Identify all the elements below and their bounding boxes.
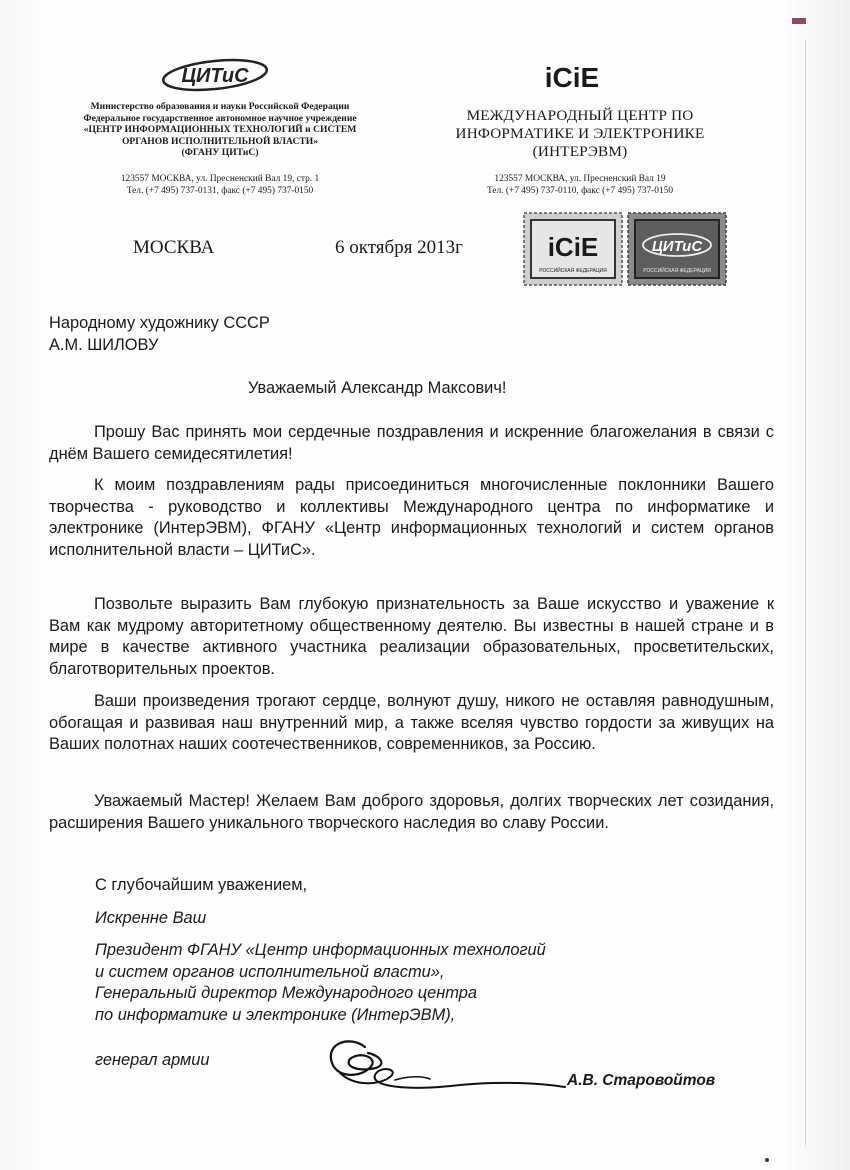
letter-date: 6 октября 2013г [335,237,463,258]
citis-stamp-text: ЦИТиС [651,238,703,255]
left-org-line: Федеральное государственное автономное научное учреждение [83,112,357,124]
addressee-line: А.М. ШИЛОВУ [49,335,159,354]
signer-title-line: Президент ФГАНУ «Центр информационных технологий [95,941,546,959]
paragraph: Прошу Вас принять мои сердечные поздравления и искренние благожелания в связи с днём Вашего семидесятилетия! [49,423,774,463]
paragraph: Уважаемый Мастер! Желаем Вам доброго здоровья, долгих творческих лет созидания, расширения Вашего уникального творческого наследия во славу России. [49,792,774,832]
right-address-line: 123557 МОСКВА, ул. Пресненский Вал 19 [494,174,666,184]
bottom-dot [765,1158,769,1162]
left-address-line: 123557 МОСКВА, ул. Пресненский Вал 19, стр. 1 [120,174,320,184]
citis-logo-text: ЦИТиС [181,65,249,87]
paragraph: Позвольте выразить Вам глубокую признательность за Ваше искусство и уважение к Вам как мудрому авторитетному общественному деятелю. Вы известны в нашей стране и в мире в качестве активного участника реализации образовательных, просветительских, благотворительных проектов. [49,595,774,678]
corner-mark [792,18,806,24]
right-org-line: (ИНТЕРЭВМ) [532,143,628,160]
left-org-line: Министерство образования и науки Российской Федерации [90,101,350,112]
signer-title-line: и систем органов исполнительной власти», [95,962,445,981]
left-org-block [55,101,385,159]
handwritten-signature [310,1025,570,1110]
sincerely-line: Искренне Ваш [95,909,207,927]
right-address-line: Тел. (+7 495) 737-0110, факс (+7 495) 737-0150 [486,185,674,196]
greeting: Уважаемый Александр Максович! [248,379,507,397]
icie-logo-text: iCiE [544,62,600,92]
city: МОСКВА [133,237,215,258]
signer-title-line: по информатике и электронике (ИнтерЭВМ), [95,1005,456,1024]
left-address-line: Тел. (+7 495) 737-0131, факс (+7 495) 737-0150 [126,185,314,196]
left-address [55,174,385,197]
regards-line: С глубочайшим уважением, [95,876,308,894]
signer-title [95,940,546,1026]
icie-stamp-caption: РОССИЙСКАЯ ФЕДЕРАЦИЯ [539,268,607,274]
addressee-line: Народному художнику СССР [49,314,270,332]
right-address [430,174,730,197]
paragraph: К моим поздравлениям рады присоединиться многочисленные поклонники Вашего творчества - руководство и коллективы Международного центра по информатике и электронике (ИнтерЭВМ), ФГАНУ «Центр информационных технологий и систем органов исполнительной власти – ЦИТиС». [49,476,774,559]
signer-name: А.В. Старовойтов [567,1072,716,1089]
left-org-line: «ЦЕНТР ИНФОРМАЦИОННЫХ ТЕХНОЛОГИЙ и СИСТЕМ [83,124,357,135]
right-org-line: МЕЖДУНАРОДНЫЙ ЦЕНТР ПО [466,107,694,124]
icie-stamp [523,212,623,286]
icie-stamp-text: iCiE [547,232,599,262]
signer-title-line: Генеральный директор Международного центра [95,984,477,1003]
right-org-line: ИНФОРМАТИКЕ И ЭЛЕКТРОНИКЕ [455,125,705,142]
addressee [49,313,270,356]
paragraph: Ваши произведения трогают сердце, волнуют душу, никого не оставляя равнодушным, обогащая и развивая наш внутренний мир, а также вселяя чувство гордости за живущих на Ваших полотнах наших соотечественников, современников, за Россию. [49,692,774,754]
citis-logo [160,58,270,92]
right-org-block [430,107,730,161]
left-org-line: ОРГАНОВ ИСПОЛНИТЕЛЬНОЙ ВЛАСТИ» [121,135,319,147]
citis-stamp-caption: РОССИЙСКАЯ ФЕДЕРАЦИЯ [643,268,711,274]
scan-edge-line [805,40,806,1145]
citis-stamp [627,212,727,286]
left-org-line: (ФГАНУ ЦИТиС) [181,147,259,158]
icie-logo [540,60,604,92]
rank-line: генерал армии [95,1051,210,1069]
